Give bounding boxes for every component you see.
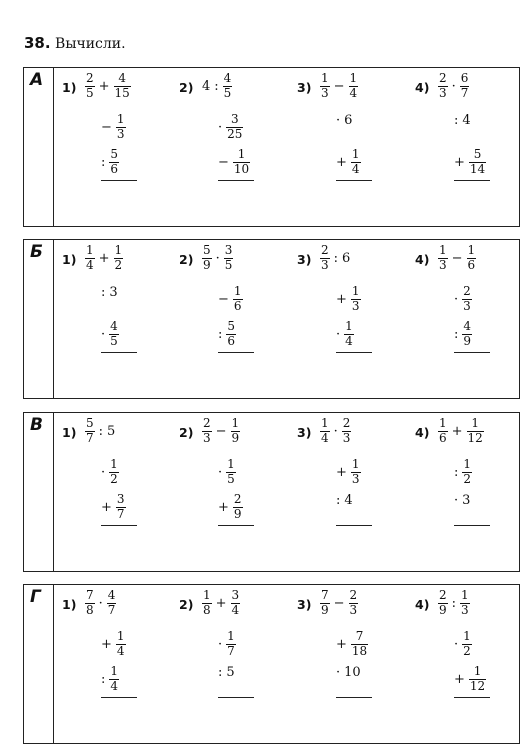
problem-step: · $\frac{1}{4}$ xyxy=(336,319,353,348)
problem-expression: $\frac{2}{3}$ : 6 xyxy=(321,243,351,272)
problem-expression: 4 : $\frac{4}{5}$ xyxy=(202,71,232,100)
problem-number: 1) xyxy=(62,80,77,95)
problem-number: 3) xyxy=(297,597,312,612)
problem-step: · $\frac{2}{3}$ xyxy=(454,284,471,313)
problem-step: : 3 xyxy=(101,285,118,300)
problem-number: 3) xyxy=(297,80,312,95)
section-letter: А xyxy=(30,70,44,90)
problem-step: · $\frac{1}{7}$ xyxy=(218,629,235,658)
problem-step: · $\frac{1}{2}$ xyxy=(454,629,471,658)
section-letter: Г xyxy=(30,587,41,607)
problem-expression: $\frac{2}{5}$ + $\frac{4}{15}$ xyxy=(86,71,130,100)
problem-expression: $\frac{1}{3}$ − $\frac{1}{6}$ xyxy=(439,243,476,272)
problem-number: 2) xyxy=(179,252,194,267)
problem-number: 3) xyxy=(297,425,312,440)
answer-line xyxy=(336,525,372,526)
problem-expression: $\frac{1}{3}$ − $\frac{1}{4}$ xyxy=(321,71,358,100)
section-letter-column xyxy=(24,240,54,398)
problem-step: · 10 xyxy=(336,665,361,680)
problem-expression: $\frac{2}{3}$ · $\frac{6}{7}$ xyxy=(439,71,469,100)
problem-number: 2) xyxy=(179,597,194,612)
problem-step: − $\frac{1}{10}$ xyxy=(218,147,250,176)
problem-expression: $\frac{1}{6}$ + $\frac{1}{12}$ xyxy=(439,416,483,445)
problem-expression: $\frac{1}{4}$ + $\frac{1}{2}$ xyxy=(86,243,123,272)
answer-line xyxy=(101,525,137,526)
answer-line xyxy=(218,352,254,353)
answer-line xyxy=(218,180,254,181)
section-2 xyxy=(23,239,520,399)
problem-number: 4) xyxy=(415,80,430,95)
problem-number: 1) xyxy=(62,425,77,440)
problem-step: : $\frac{4}{9}$ xyxy=(454,319,472,348)
problem-number: 4) xyxy=(415,252,430,267)
problem-expression: $\frac{2}{3}$ − $\frac{1}{9}$ xyxy=(203,416,240,445)
problem-number: 2) xyxy=(179,425,194,440)
answer-line xyxy=(336,697,372,698)
answer-line xyxy=(101,352,137,353)
problem-step: + $\frac{1}{12}$ xyxy=(454,664,486,693)
problem-step: + $\frac{2}{9}$ xyxy=(218,492,242,521)
answer-line xyxy=(101,180,137,181)
section-3 xyxy=(23,412,520,572)
answer-line xyxy=(101,697,137,698)
problem-step: : $\frac{5}{6}$ xyxy=(101,147,119,176)
section-4 xyxy=(23,584,520,744)
problem-step: · $\frac{1}{5}$ xyxy=(218,457,235,486)
answer-line xyxy=(218,697,254,698)
problem-step: − $\frac{1}{6}$ xyxy=(218,284,242,313)
answer-line xyxy=(218,525,254,526)
problem-step: · $\frac{4}{5}$ xyxy=(101,319,118,348)
problem-expression: $\frac{1}{4}$ · $\frac{2}{3}$ xyxy=(321,416,351,445)
problem-number: 3) xyxy=(297,252,312,267)
answer-line xyxy=(454,525,490,526)
section-letter: В xyxy=(30,415,43,435)
problem-number: 1) xyxy=(62,252,77,267)
problem-step: : 4 xyxy=(454,113,471,128)
section-1 xyxy=(23,67,520,227)
section-letter: Б xyxy=(30,242,43,262)
problem-step: + $\frac{7}{18}$ xyxy=(336,629,368,658)
problem-number: 2) xyxy=(179,80,194,95)
problem-step: + $\frac{1}{3}$ xyxy=(336,457,360,486)
problem-number: 4) xyxy=(415,425,430,440)
problem-step: · $\frac{1}{2}$ xyxy=(101,457,118,486)
answer-line xyxy=(336,352,372,353)
problem-step: : $\frac{5}{6}$ xyxy=(218,319,236,348)
problem-step: + $\frac{1}{4}$ xyxy=(336,147,360,176)
answer-line xyxy=(454,697,490,698)
answer-line xyxy=(454,352,490,353)
problem-step: · 3 xyxy=(454,493,471,508)
problem-expression: $\frac{2}{9}$ : $\frac{1}{3}$ xyxy=(439,588,469,617)
problem-expression: $\frac{7}{9}$ − $\frac{2}{3}$ xyxy=(321,588,358,617)
problem-step: + $\frac{1}{4}$ xyxy=(101,629,125,658)
problem-expression: $\frac{1}{8}$ + $\frac{3}{4}$ xyxy=(203,588,240,617)
problem-expression: $\frac{5}{9}$ · $\frac{3}{5}$ xyxy=(203,243,233,272)
problem-step: : $\frac{1}{2}$ xyxy=(454,457,472,486)
section-letter-column xyxy=(24,585,54,743)
answer-line xyxy=(336,180,372,181)
answer-line xyxy=(454,180,490,181)
problem-step: : 4 xyxy=(336,493,353,508)
problem-step: − $\frac{1}{3}$ xyxy=(101,112,125,141)
problem-step: + $\frac{1}{3}$ xyxy=(336,284,360,313)
problem-number: 1) xyxy=(62,597,77,612)
problem-step: : $\frac{1}{4}$ xyxy=(101,664,119,693)
exercise-header xyxy=(24,34,126,52)
section-letter-column xyxy=(24,413,54,571)
problem-step: + $\frac{5}{14}$ xyxy=(454,147,486,176)
problem-step: · 6 xyxy=(336,113,353,128)
exercise-text: Вычисли. xyxy=(55,36,126,52)
problem-step: + $\frac{3}{7}$ xyxy=(101,492,125,521)
exercise-number: 38. xyxy=(24,34,51,52)
problem-expression: $\frac{5}{7}$ : 5 xyxy=(86,416,116,445)
problem-number: 4) xyxy=(415,597,430,612)
problem-step: : 5 xyxy=(218,665,235,680)
problem-expression: $\frac{7}{8}$ · $\frac{4}{7}$ xyxy=(86,588,116,617)
section-letter-column xyxy=(24,68,54,226)
problem-step: · $\frac{3}{25}$ xyxy=(218,112,243,141)
